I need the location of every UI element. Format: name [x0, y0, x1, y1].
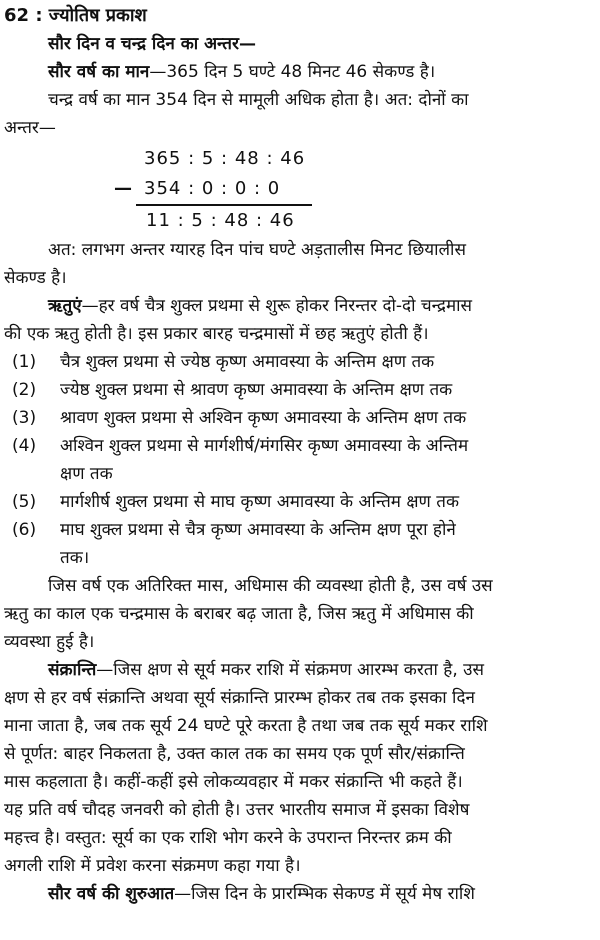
- sankranti-line: यह प्रति वर्ष चौदह जनवरी को होती है। उत्तर भारतीय समाज में इसका विशेष: [4, 800, 470, 820]
- calc-row-2: 354 : 0 : 0 : 0: [144, 178, 281, 199]
- lunar-line-2: अन्तर—: [4, 118, 56, 138]
- sankranti-line: अगली राशि में प्रवेश करना संक्रमण कहा गया है।: [4, 856, 301, 876]
- solar-start-line: सौर वर्ष की शुरुआत—जिस दिन के प्रारम्भिक सेकण्ड में सूर्य मेष राशि: [48, 884, 475, 904]
- page-header: 62 : ज्योतिष प्रकाश: [4, 5, 147, 26]
- seasons-paragraph-line-1: ऋतुएं—हर वर्ष चैत्र शुक्ल प्रथमा से शुरू होकर निरन्तर दो-दो चन्द्रमास: [48, 296, 473, 316]
- section-heading: सौर दिन व चन्द्र दिन का अन्तर—: [48, 34, 256, 54]
- sankranti-line: मास कहलाता है। कहीं-कहीं इसे लोकव्यवहार में मकर संक्रान्ति भी कहते हैं।: [4, 772, 463, 792]
- sankranti-term: संक्रान्ति: [48, 660, 97, 680]
- difference-line-1: अत: लगभग अन्तर ग्यारह दिन पांच घण्टे अड़तालीस मिनट छियालीस: [48, 240, 466, 260]
- list-item: (6) माघ शुक्ल प्रथमा से चैत्र कृष्ण अमावस्या के अन्तिम क्षण पूरा होने: [12, 520, 456, 540]
- seasons-paragraph-line-2: की एक ऋतु होती है। इस प्रकार बारह चन्द्रमासों में छह ऋतुएं होती हैं।: [4, 324, 429, 344]
- seasons-term: ऋतुएं: [48, 296, 82, 316]
- list-item: (5) मार्गशीर्ष शुक्ल प्रथमा से माघ कृष्ण अमावस्या के अन्तिम क्षण तक: [12, 492, 460, 512]
- sankranti-line: क्षण से हर वर्ष संक्रान्ति अथवा सूर्य संक्रान्ति प्रारम्भ होकर तब तक इसका दिन: [4, 688, 475, 708]
- list-item-continuation: तक।: [60, 548, 90, 568]
- list-item: (3) श्रावण शुक्ल प्रथमा से अश्विन कृष्ण अमावस्या के अन्तिम क्षण तक: [12, 408, 467, 428]
- seasons-list: [4, 348, 594, 572]
- list-item: (2) ज्येष्ठ शुक्ल प्रथमा से श्रावण कृष्ण अमावस्या के अन्तिम क्षण तक: [12, 380, 453, 400]
- subtraction-calculation: [114, 144, 314, 236]
- document-page: [0, 2, 600, 940]
- solar-year-text: —365 दिन 5 घण्टे 48 मिनट 46 सेकण्ड है।: [149, 62, 436, 82]
- difference-line-2: सेकण्ड है।: [4, 268, 67, 288]
- solar-year-term: सौर वर्ष का मान: [48, 62, 150, 82]
- sankranti-line: महत्त्व है। वस्तुत: सूर्य का एक राशि भोग करने के उपरान्त निरन्तर क्रम की: [4, 828, 452, 848]
- lunar-line-1: चन्द्र वर्ष का मान 354 दिन से मामूली अधिक होता है। अत: दोनों का: [48, 90, 469, 110]
- minus-sign: —: [114, 178, 132, 199]
- solar-start-term: सौर वर्ष की शुरुआत: [48, 884, 175, 904]
- sankranti-line-1: संक्रान्ति—जिस क्षण से सूर्य मकर राशि में संक्रमण आरम्भ करता है, उस: [48, 660, 484, 680]
- list-item-continuation: क्षण तक: [60, 464, 113, 484]
- list-item: (4) अश्विन शुक्ल प्रथमा से मार्गशीर्ष/मंगसिर कृष्ण अमावस्या के अन्तिम: [12, 436, 469, 456]
- calc-result: 11 : 5 : 48 : 46: [146, 210, 295, 231]
- sankranti-line: से पूर्णत: बाहर निकलता है, उक्त काल तक का समय एक पूर्ण सौर/संक्रान्ति: [4, 744, 465, 764]
- solar-year-paragraph: [4, 58, 594, 86]
- calc-row-1: 365 : 5 : 48 : 46: [144, 148, 306, 169]
- adhimas-line-1: जिस वर्ष एक अतिरिक्त मास, अधिमास की व्यवस्था होती है, उस वर्ष उस: [48, 576, 493, 596]
- adhimas-line-2: ऋतु का काल एक चन्द्रमास के बराबर बढ़ जाता है, जिस ऋतु में अधिमास की: [4, 604, 474, 624]
- list-item: (1) चैत्र शुक्ल प्रथमा से ज्येष्ठ कृष्ण अमावस्या के अन्तिम क्षण तक: [12, 352, 435, 372]
- adhimas-line-3: व्यवस्था हुई है।: [4, 632, 95, 652]
- sankranti-line: माना जाता है, जब तक सूर्य 24 घण्टे पूरे करता है तथा जब तक सूर्य मकर राशि: [4, 716, 488, 736]
